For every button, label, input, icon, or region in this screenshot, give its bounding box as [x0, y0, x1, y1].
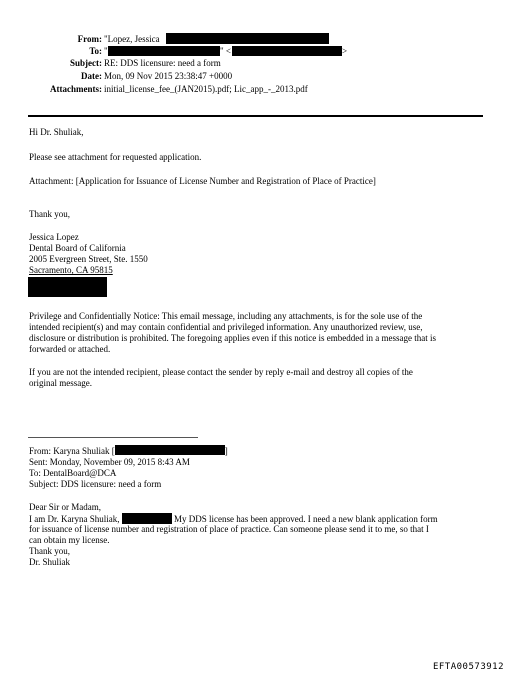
date-label: Date: [81, 71, 102, 81]
signature-address: Sacramento, CA 95815 [29, 265, 113, 275]
redaction [115, 445, 225, 455]
quoted-from [29, 445, 228, 457]
header-from [0, 34, 512, 46]
quoted-to: To: DentalBoard@DCA [29, 468, 117, 478]
redaction [28, 277, 107, 297]
quoted-line: can obtain my license. [29, 535, 110, 545]
notice-line: disclosure or distribution is prohibited. The foregoing applies even if this notice is embedded in a message that is [29, 333, 436, 343]
quoted-signature: Dr. Shuliak [29, 557, 71, 567]
document-id: EFTA00573912 [432, 662, 504, 672]
signature-address: 2005 Evergreen Street, Ste. 1550 [29, 254, 148, 264]
signature-org: Dental Board of California [29, 243, 126, 253]
quoted-line-start: I am Dr. Karyna Shuliak, [29, 514, 120, 524]
quoted-thanks: Thank you, [29, 546, 70, 556]
notice-line: intended recipient(s) and may contain confidential and privileged information. Any unauthorized review, use, [29, 322, 423, 332]
date-value: Mon, 09 Nov 2015 23:38:47 +0000 [104, 71, 233, 81]
quoted-line: for issuance of license number and registration of place of practice. Can someone please send it to me, so that I [29, 524, 429, 534]
header-attachments [0, 84, 512, 96]
quote-divider [28, 437, 198, 438]
redaction [122, 513, 172, 524]
redaction [108, 46, 220, 56]
redaction [232, 46, 342, 56]
to-label: To: [89, 46, 102, 56]
from-label: From: [77, 34, 102, 44]
quoted-sent: Sent: Monday, November 09, 2015 8:43 AM [29, 457, 190, 467]
attachments-label: Attachments: [50, 84, 102, 94]
from-value: "Lopez, Jessica [104, 34, 160, 44]
header-to [0, 46, 512, 58]
notice-line: forwarded or attached. [29, 344, 111, 354]
to-value-mid: " < [220, 46, 231, 56]
quoted-salutation: Dear Sir or Madam, [29, 502, 101, 512]
body-line: Attachment: [Application for Issuance of License Number and Registration of Place of Practice] [29, 176, 376, 186]
quoted-from-end: ] [224, 446, 228, 456]
header-divider [28, 115, 483, 117]
subject-label: Subject: [70, 58, 102, 68]
header-subject [0, 58, 512, 70]
greeting: Hi Dr. Shuliak, [29, 127, 84, 137]
notice-line: Privilege and Confidentially Notice: This email message, including any attachments, is for the sole use of the [29, 311, 423, 321]
signature-name: Jessica Lopez [29, 232, 79, 242]
quoted-subject: Subject: DDS licensure: need a form [29, 479, 162, 489]
body-line: Please see attachment for requested application. [29, 152, 202, 162]
to-value-end: > [342, 46, 348, 56]
notice-line: original message. [29, 378, 92, 388]
quoted-line-end: My DDS license has been approved. I need a new blank application form [173, 514, 438, 524]
subject-value: RE: DDS licensure: need a form [104, 58, 221, 68]
thanks: Thank you, [29, 209, 70, 219]
quoted-from-text: From: Karyna Shuliak [ [29, 446, 115, 456]
redaction [166, 33, 329, 44]
notice-line: If you are not the intended recipient, please contact the sender by reply e-mail and destroy all copies of the [29, 367, 413, 377]
attachments-value: initial_license_fee_(JAN2015).pdf; Lic_app_-_2013.pdf [104, 84, 308, 94]
to-value-start: " [104, 46, 108, 56]
header-date [0, 71, 512, 83]
